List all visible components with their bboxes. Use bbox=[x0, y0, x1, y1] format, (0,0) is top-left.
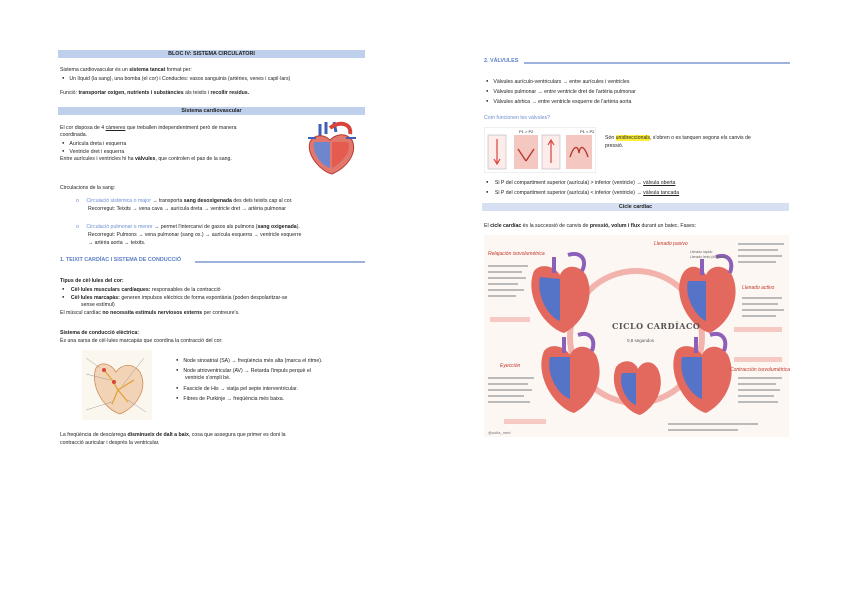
heart-paragraph: El cor disposa de 4 càmeres que treballen independentment però de manera bbox=[60, 125, 237, 131]
chamber-bullet: ● Aurícula dreta i esquerra bbox=[62, 140, 126, 148]
circulation-pulmonary: o Circulació pulmonar o menor → permet l'intercanvi de gasos als pulmons (sang oxigenada). bbox=[76, 224, 300, 231]
pressure-rule: ● Si P del compartiment superior (aurícula) > inferior (ventricle) → vàlvula oberta bbox=[486, 179, 675, 187]
heart-illustration bbox=[300, 118, 362, 176]
conduction-title: Sistema de conducció elèctrica: bbox=[60, 330, 139, 336]
cycle-definition: El cicle cardíac és la successió de canvis de pressió, volum i flux durant un batec. Fases: bbox=[484, 223, 696, 229]
cell-type-bullet: ● Cèl·lules musculars cardíaques: responsables de la contracció bbox=[62, 286, 221, 294]
conduction-item: ● Node sinoatrial (SA) → freqüència més alta (marca el ritme). bbox=[176, 357, 322, 365]
conduction-system-figure bbox=[82, 350, 152, 420]
conduction-item-cont: ventricle s'ompli bé. bbox=[185, 375, 231, 381]
conduction-intro: És una xarxa de cèl·lules marcapàs que coordina la contracció del cor: bbox=[60, 338, 223, 344]
pressure-label: P1 > P2 bbox=[519, 129, 534, 134]
legend-item: Llenado rápido bbox=[690, 250, 713, 254]
unidirectional-text: Són unidireccionals, s'obren o es tanquen segons els canvis de bbox=[605, 135, 751, 141]
cycle-center-title: CICLO CARDÍACO bbox=[612, 321, 701, 331]
conduction-item: ● Fascicle de His → viatja pel septe interventricular. bbox=[176, 385, 298, 393]
section-divider bbox=[195, 261, 365, 263]
section-heading-valves: 2. VÀLVULES bbox=[484, 58, 519, 64]
cycle-center-subtitle: 0,8 segundos bbox=[627, 338, 655, 343]
valves-sentence: Entre aurícules i ventricles hi ha vàlvules, que controlen el pas de la sang. bbox=[60, 156, 232, 162]
pressure-rule: ● Si P del compartiment superior (aurícula) < inferior (ventricle) → vàlvula tancada bbox=[486, 189, 679, 197]
heart-paragraph-cont: coordinada. bbox=[60, 132, 88, 138]
page-title: BLOC IV: SISTEMA CIRCULATORI bbox=[58, 50, 365, 58]
valves-question: Com funcionen les vàlvules? bbox=[484, 115, 551, 121]
valve-bullet: ● Vàlvules aurículo-ventriculars → entre aurícules i ventricles bbox=[486, 78, 630, 86]
intro-text: Sistema cardiovascular és un sistema tancat format per: bbox=[60, 67, 192, 73]
chamber-bullet: ● Ventricle dret i esquerra bbox=[62, 148, 124, 156]
valve-bullet: ● Vàlvules aòrtica → entre ventricle esquerre de l'artèria aorta bbox=[486, 98, 631, 106]
circulation-systemic: o Circulació sistèmica o major → transporta sang desoxigenada des dels teixits cap al cor. bbox=[76, 198, 293, 205]
section-heading-cycle: Cicle cardíac bbox=[482, 203, 789, 211]
heart-bottom-center bbox=[614, 361, 661, 415]
intro-bullet: ● Un líquid (la sang), una bomba (el cor) i Conductes: vasos sanguinis (artèries, venes i capil·lars) bbox=[62, 75, 290, 83]
muscle-sentence: El múscul cardíac no necessita estímuls nerviosos externs per contreure's. bbox=[60, 310, 240, 316]
unidirectional-text-cont: pressió. bbox=[605, 143, 624, 149]
circulation-systemic-route: Recorregut: Teixits → vena cava → aurícula dreta → ventricle dret → artèria pulmonar bbox=[88, 206, 286, 212]
section-heading-cardiovascular: Sistema cardiovascular bbox=[58, 107, 365, 115]
cell-type-bullet: ● Cèl·lules marcapàs: generen impulsos elèctrics de forma espontània (poden despolaritzar-se bbox=[62, 294, 287, 302]
cardiac-cycle-drawing bbox=[484, 235, 789, 437]
legend-item: Llenado lento (diástasis) bbox=[690, 255, 727, 259]
circulation-pulmonary-route-cont: → artèria aorta → teixits. bbox=[88, 240, 146, 246]
phase-label: Llenado pasivo bbox=[654, 241, 688, 247]
cell-types-title: Tipus de cèl·lules del cor: bbox=[60, 278, 124, 284]
circulation-pulmonary-route: Recorregut: Pulmons → vena pulmonar (sang ox.) → aurícula esquerra → ventricle esquerre bbox=[88, 232, 302, 238]
section-heading-conduction: 1. TEIXIT CARDÍAC I SISTEMA DE CONDUCCIÓ bbox=[60, 257, 182, 263]
cardiac-cycle-infographic bbox=[484, 235, 789, 437]
pressure-label: P1 < P2 bbox=[580, 129, 595, 134]
phase-label: Relajación isovolumétrica bbox=[488, 251, 545, 257]
section-divider bbox=[524, 62, 790, 64]
right-page bbox=[424, 0, 848, 600]
heart-top-left bbox=[531, 254, 589, 333]
circulations-title: Circulacions de la sang: bbox=[60, 185, 116, 191]
conduction-item: ● Fibres de Purkinje → freqüència més baixa. bbox=[176, 395, 284, 403]
phase-label: Eyección bbox=[500, 363, 521, 369]
phase-label: Llenado activo bbox=[742, 285, 775, 291]
cell-type-bullet-cont: sense estímul) bbox=[81, 302, 115, 308]
frequency-sentence: La freqüència de descàrrega disminueix de dalt a baix, cosa que assegura que primer es doni la bbox=[60, 432, 286, 438]
credit: @sofia_med bbox=[488, 430, 511, 435]
conduction-item: ● Node atrioventricular (AV) → Retarda l'impuls perquè el bbox=[176, 367, 311, 375]
phase-label: Contracción isovolumétrica bbox=[730, 367, 791, 373]
function-text: Funció: transportar oxigen, nutrients i substàncies als teixits i recollir residus. bbox=[60, 90, 250, 96]
frequency-sentence-cont: contracció auricular i després la ventricular. bbox=[60, 440, 160, 446]
valve-bullet: ● Vàlvules pulmonar → entre ventricle dret de l'artèria pulmonar bbox=[486, 88, 636, 96]
